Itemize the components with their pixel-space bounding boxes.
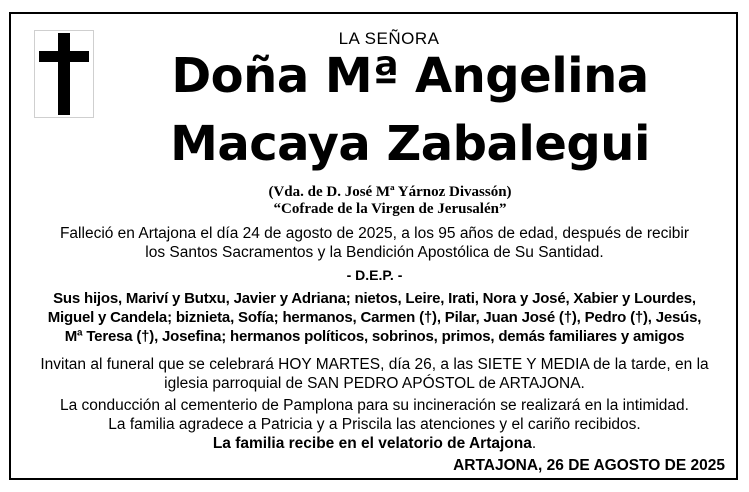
rip-heading: - D.E.P. - (346, 267, 403, 283)
thanks-note: La familia agradece a Patricia y a Priscila las atenciones y el cariño recibidos. (108, 416, 641, 433)
wake-text: La familia recibe en el velatorio de Artajona (212, 435, 532, 452)
salutation: LA SEÑORA (338, 29, 440, 48)
funeral-invitation (30, 355, 719, 393)
death-announcement (30, 224, 719, 262)
family-line-2: Miguel y Candela; biznieta, Sofía; hermanos, Carmen (†), Pilar, Juan José (†), Pedro (†), Jesús, (47, 309, 702, 326)
deceased-name-first: Doña Mª Angelina (171, 48, 649, 104)
death-line-2: los Santos Sacramentos y la Bendición Apostólica de Su Santidad. (145, 244, 604, 261)
dateline: ARTAJONA, 26 DE AGOSTO DE 2025 (453, 457, 725, 474)
death-line-1: Falleció en Artajona el día 24 de agosto de 2025, a los 95 años de edad, después de recibir (59, 225, 690, 242)
funeral-line-1: Invitan al funeral que se celebrará HOY MARTES, día 26, a las SIETE Y MEDIA de la tarde, en la (40, 356, 709, 373)
family-line-3: Mª Teresa (†), Josefina; hermanos políticos, sobrinos, primos, demás familiares y amigos (64, 328, 685, 345)
family-line-1: Sus hijos, Mariví y Butxu, Javier y Adriana; nietos, Leire, Irati, Nora y José, Xabier y Lourdes, (53, 290, 696, 307)
wake-period: . (531, 435, 537, 452)
latin-cross-icon (35, 31, 93, 117)
widow-of: (Vda. de D. José Mª Yárnoz Divassón) (268, 184, 512, 200)
cross-icon (34, 30, 94, 118)
cremation-note: La conducción al cementerio de Pamplona para su incineración se realizará en la intimidad. (60, 397, 689, 414)
family-list (30, 289, 719, 346)
wake-note (30, 434, 719, 453)
deceased-name-last: Macaya Zabalegui (170, 116, 650, 172)
funeral-line-2: iglesia parroquial de SAN PEDRO APÓSTOL de ARTAJONA. (164, 375, 585, 392)
brotherhood: “Cofrade de la Virgen de Jerusalén” (273, 201, 507, 217)
